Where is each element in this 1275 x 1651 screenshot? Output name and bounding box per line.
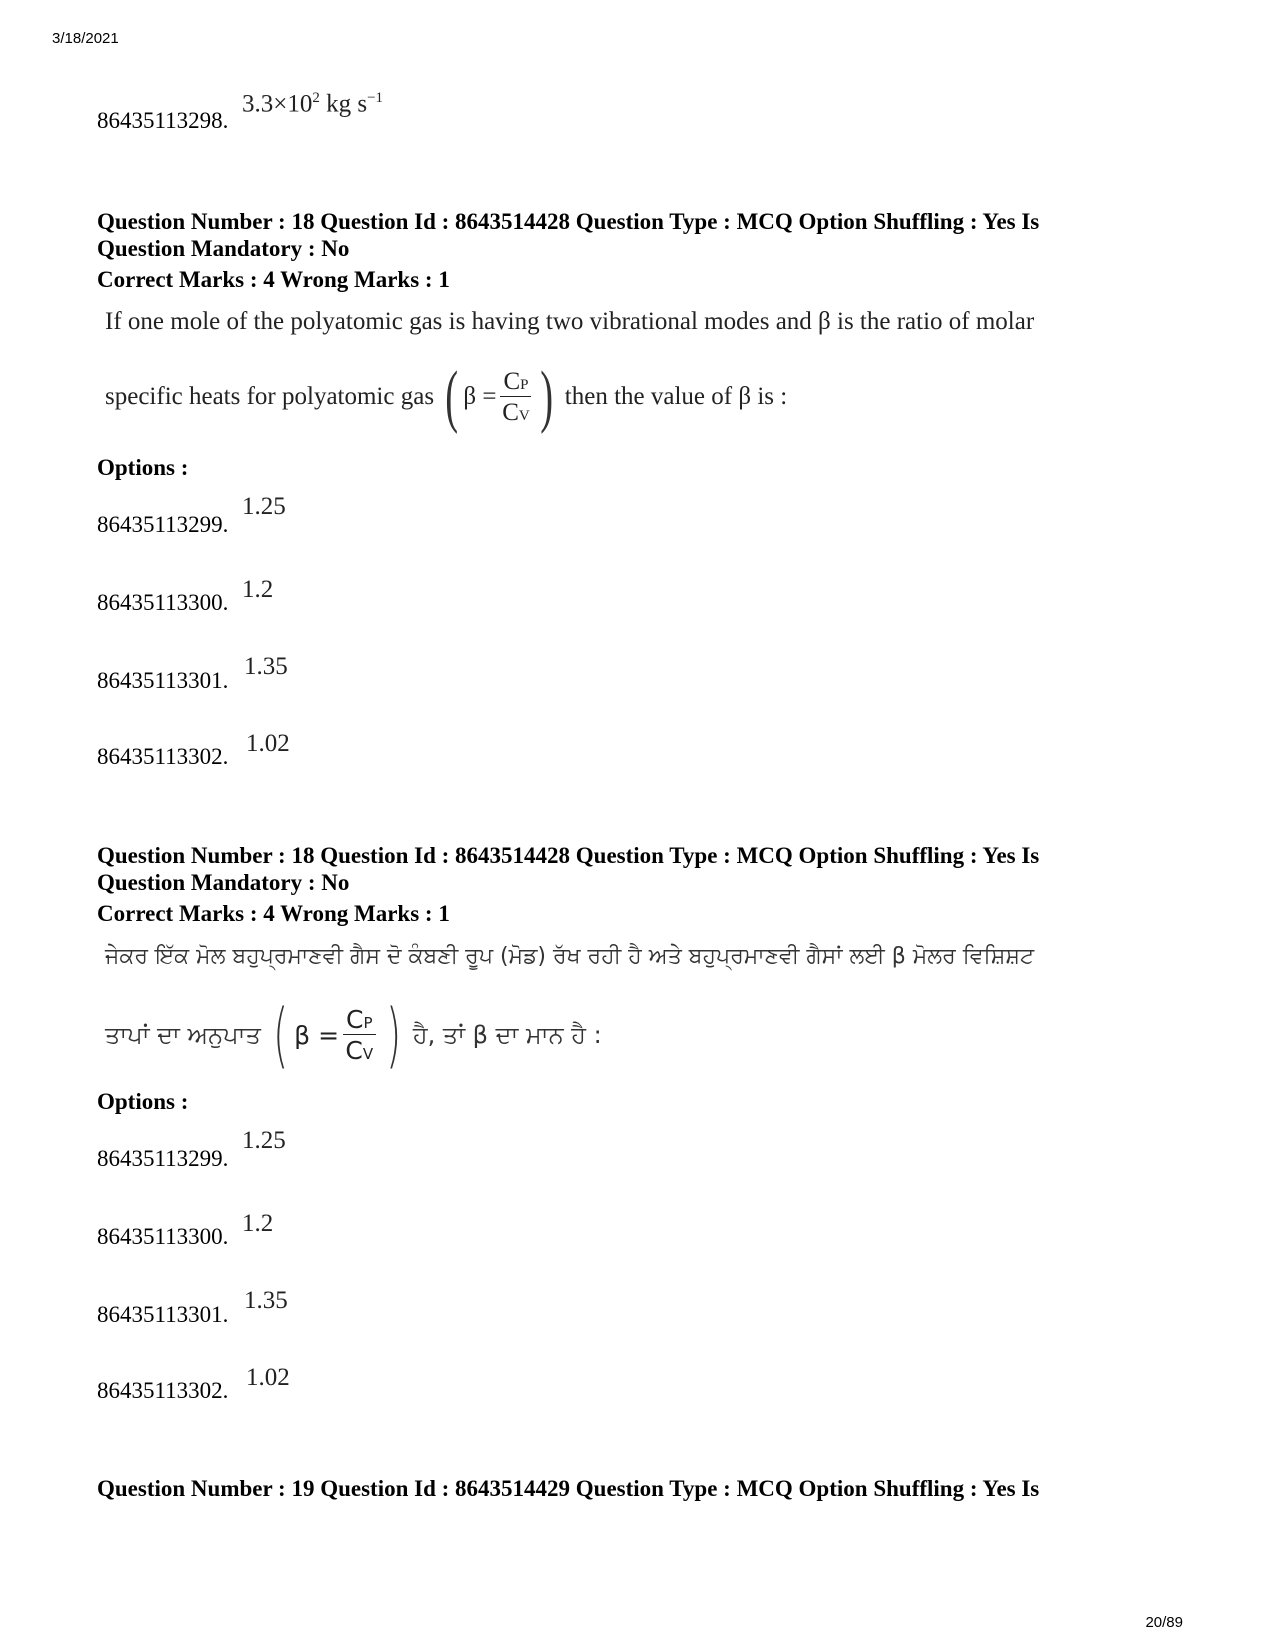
page-number: 20/89: [1145, 1614, 1183, 1631]
option-id: 86435113300.: [97, 590, 229, 615]
option-id: 86435113302.: [97, 1378, 229, 1403]
question-header-line1: Question Number : 19 Question Id : 8643514429 Question Type : MCQ Option Shuffling : Yes Is: [97, 1476, 1040, 1501]
question-text-line2: [105, 358, 788, 435]
option-id: 86435113301.: [97, 668, 229, 693]
options-label: Options :: [97, 1089, 189, 1114]
question-text-line1: ਜੇਕਰ ਇੱਕ ਮੋਲ ਬਹੁਪ੍ਰਮਾਣਵੀ ਗੈਸ ਦੋ ਕੰਬਣੀ ਰੂਪ (ਮੋਡ) ਰੱਖ ਰਹੀ ਹੈ ਅਤੇ ਬਹੁਪ੍ਰਮਾਣਵੀ ਗੈਸਾਂ ਲਈ β ਮੋਲਰ ਵਿਸ਼ਿਸ਼ਟ: [105, 944, 1035, 969]
option-id: 86435113300.: [97, 1224, 229, 1249]
option-value: 1.2: [242, 576, 274, 603]
marks-line: Correct Marks : 4 Wrong Marks : 1: [97, 267, 450, 292]
option-id: 86435113302.: [97, 744, 229, 769]
value-base: 3.3×10: [242, 90, 313, 118]
print-date: 3/18/2021: [52, 30, 119, 47]
option-value: 1.25: [242, 493, 286, 520]
cp-cv-fraction: [500, 369, 531, 425]
question-header-line1: Question Number : 18 Question Id : 8643514428 Question Type : MCQ Option Shuffling : Yes Is: [97, 843, 1040, 868]
option-id: 86435113301.: [97, 1302, 229, 1327]
right-paren: ): [540, 358, 554, 435]
beta-equals: β =: [294, 1020, 340, 1050]
right-paren: ): [385, 994, 401, 1076]
option-value: 1.02: [246, 1364, 290, 1391]
question-header-line2: Question Mandatory : No: [97, 870, 350, 895]
text-post: ਹੈ, ਤਾਂ β ਦਾ ਮਾਨ ਹੈ :: [412, 1021, 602, 1049]
beta-equals: β =: [463, 383, 497, 410]
fraction-denominator: CV: [502, 399, 530, 426]
left-paren: (: [445, 358, 459, 435]
option-value: 1.2: [242, 1210, 274, 1237]
fraction-numerator: CP: [343, 1007, 376, 1035]
question-header-line1: Question Number : 18 Question Id : 8643514428 Question Type : MCQ Option Shuffling : Yes Is: [97, 209, 1040, 234]
question-text-line1: If one mole of the polyatomic gas is having two vibrational modes and β is the ratio of molar: [105, 308, 1035, 335]
value-unit-exponent: −1: [367, 90, 384, 106]
value-exponent: 2: [312, 90, 320, 106]
question-text-line2: [105, 994, 602, 1076]
option-id: 86435113299.: [97, 512, 229, 537]
text-post: then the value of β is :: [564, 383, 788, 410]
question-header-line2: Question Mandatory : No: [97, 236, 350, 261]
value-unit: kg s: [326, 90, 368, 118]
option-value: [242, 90, 383, 118]
text-pre: ਤਾਪਾਂ ਦਾ ਅਨੁਪਾਤ: [105, 1021, 261, 1049]
beta-formula: [267, 994, 407, 1076]
fraction-denominator: CV: [345, 1036, 374, 1065]
option-value: 1.35: [244, 653, 288, 680]
option-value: 1.25: [242, 1127, 286, 1154]
option-value: 1.02: [246, 730, 290, 757]
fraction-numerator: CP: [500, 369, 531, 397]
beta-formula: [440, 358, 559, 435]
option-id: 86435113299.: [97, 1146, 229, 1171]
option-id: 86435113298.: [97, 108, 229, 133]
cp-cv-fraction: [343, 1007, 376, 1063]
left-paren: (: [273, 994, 289, 1076]
options-label: Options :: [97, 455, 189, 480]
marks-line: Correct Marks : 4 Wrong Marks : 1: [97, 901, 450, 926]
text-pre: specific heats for polyatomic gas: [105, 383, 435, 410]
option-value: 1.35: [244, 1287, 288, 1314]
